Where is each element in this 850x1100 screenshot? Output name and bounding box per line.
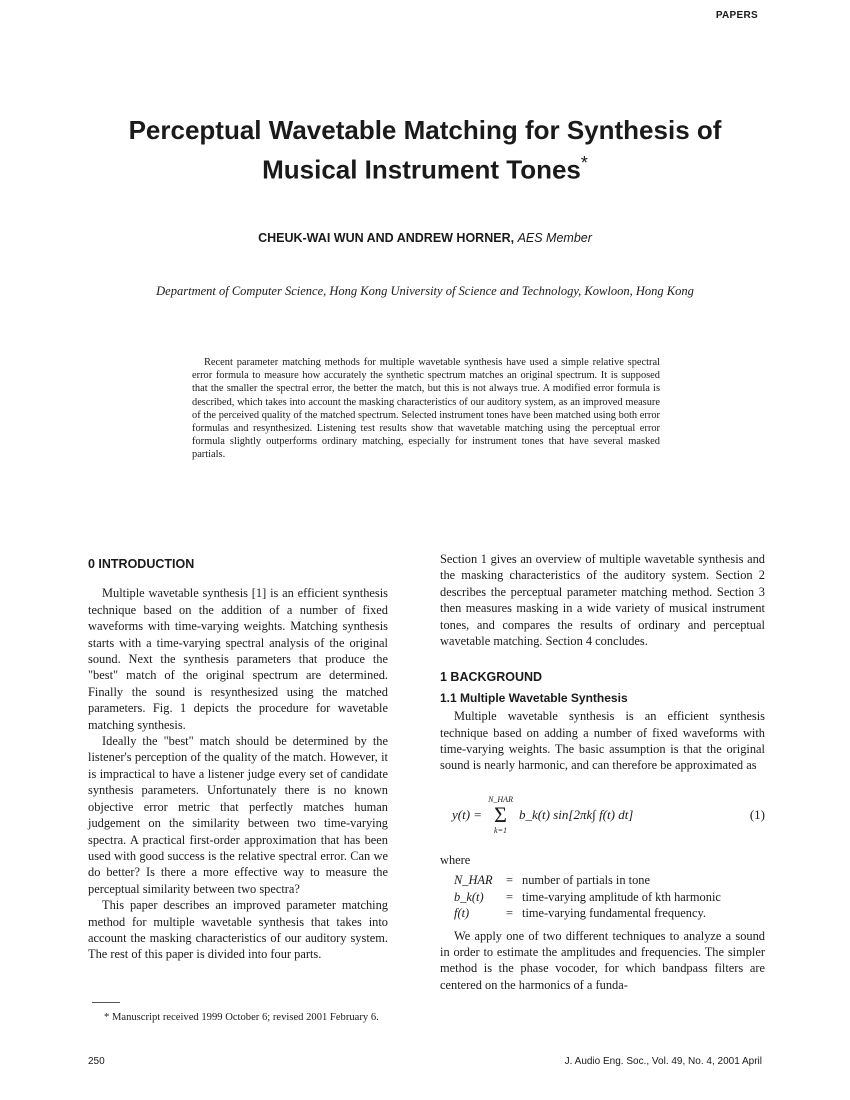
definition-row (454, 905, 765, 921)
intro-paragraph-1: Multiple wavetable synthesis [1] is an efficient synthesis technique based on the addition of a number of fixed waveforms with time-varying weights. Matching synthesis starts with a time-varying spectral analysis of the original sound. Next the synthesis parameters that produce the "best" match of the original spectrum are determined. Finally the sound is resynthesized using the matched parameters. Fig. 1 depicts the procedure for wavetable matching synthesis. (88, 586, 388, 732)
title-line-1: Perceptual Wavetable Matching for Synthesis of (128, 115, 722, 145)
where-label: where (440, 852, 471, 867)
equation-rhs: b_k(t) sin[2πk∫ f(t) dt] (518, 806, 634, 822)
definition-equals: = (506, 873, 513, 888)
author-line (60, 231, 790, 245)
title-line-2-text: Musical Instrument Tones (262, 154, 581, 185)
right-column (440, 551, 765, 993)
paper-title (60, 114, 790, 187)
title-line-2 (60, 147, 790, 187)
sum-upper-limit: N_HAR (488, 794, 513, 804)
author-membership: AES Member (517, 231, 592, 245)
author-names: CHEUK-WAI WUN AND ANDREW HORNER, (258, 231, 515, 245)
title-footnote-mark: * (580, 153, 588, 173)
section-heading-introduction: 0 INTRODUCTION (88, 557, 195, 571)
intro-paragraph-2: Ideally the "best" match should be determined by the listener's perception of the quality of the match. However, it is impractical to have a listener judge every set of candidate synthesis parameters. Unfortunately there is no known objective error metric that perfectly matches human judgement on the similarity between two time-varying spectra. A practical first-order approximation that has been used with good success is the relative spectral error. Can we do better? Is there a more effective way to measure the perceptual similarity between two spectra? (88, 734, 388, 896)
journal-reference: J. Audio Eng. Soc., Vol. 49, No. 4, 2001 April (564, 1056, 762, 1067)
running-head: PAPERS (715, 10, 758, 21)
equation-1 (452, 786, 765, 844)
background-paragraph-2: We apply one of two different techniques to analyze a sound in order to estimate the amplitudes and frequencies. The simpler method is the phase vocoder, for which bandpass filters are centered on the harmonics of a funda- (440, 928, 765, 992)
definition-equals: = (506, 889, 513, 904)
left-column (88, 556, 388, 963)
definition-equals: = (506, 906, 513, 921)
definition-row (454, 872, 765, 888)
footnote-rule (92, 1002, 120, 1003)
definition-text: time-varying fundamental frequency. (522, 906, 706, 921)
section-heading-background: 1 BACKGROUND (440, 670, 543, 685)
page-number: 250 (88, 1056, 105, 1067)
intro-paragraph-3: This paper describes an improved parameter matching method for multiple wavetable synthesis that takes into account the masking characteristics of our auditory system. The rest of this paper is divided into four parts. (88, 898, 388, 962)
subsection-heading-multiple-wavetable: 1.1 Multiple Wavetable Synthesis (440, 690, 628, 705)
sum-lower-limit: k=1 (494, 825, 507, 835)
summation-symbol (488, 795, 513, 835)
abstract: Recent parameter matching methods for multiple wavetable synthesis have used a simple relative spectral error formula to measure how accurately the synthetic spectrum matches an original spectrum. It is supposed that the smaller the spectral error, the better the match, but this is not always true. A modified error formula is described, which takes into account the masking characteristics of our auditory system, as an improved measure of the perceived quality of the matched spectrum. Selected instrument tones have been matched using both error formulas and resynthesized. Listening test results show that wavetable matching using the perceptual error formula slightly outperforms ordinary matching, especially for instrument tones that have several masked partials. (192, 357, 660, 461)
definition-text: time-varying amplitude of kth harmonic (522, 889, 721, 904)
definition-symbol: f(t) (454, 906, 470, 921)
definition-row (454, 889, 765, 905)
equation-lhs: y(t) = (452, 806, 483, 822)
definition-symbol: N_HAR (454, 873, 493, 888)
equation-number: (1) (749, 806, 765, 822)
equation-body (452, 795, 633, 835)
background-paragraph-1: Multiple wavetable synthesis is an efficient synthesis technique based on adding a number of fixed waveforms with time-varying weights. The basic assumption is that the original sound is nearly harmonic, and can therefore be approximated as (440, 709, 765, 773)
definition-symbol: b_k(t) (454, 889, 484, 904)
symbol-definitions (454, 872, 765, 921)
footnote: * Manuscript received 1999 October 6; revised 2001 February 6. (104, 1012, 379, 1023)
sigma-glyph: Σ (494, 801, 507, 827)
intro-continuation: Section 1 gives an overview of multiple wavetable synthesis and the masking characteristics of the auditory system. Section 2 describes the perceptual parameter matching method. Section 3 then measures masking in a wide variety of musical instrument tones, and compares the results of ordinary and perceptual wavetable matching. Section 4 concludes. (440, 552, 765, 649)
definition-text: number of partials in tone (522, 873, 651, 888)
affiliation: Department of Computer Science, Hong Kong University of Science and Technology, Kowloon, Hong Kong (156, 284, 694, 298)
